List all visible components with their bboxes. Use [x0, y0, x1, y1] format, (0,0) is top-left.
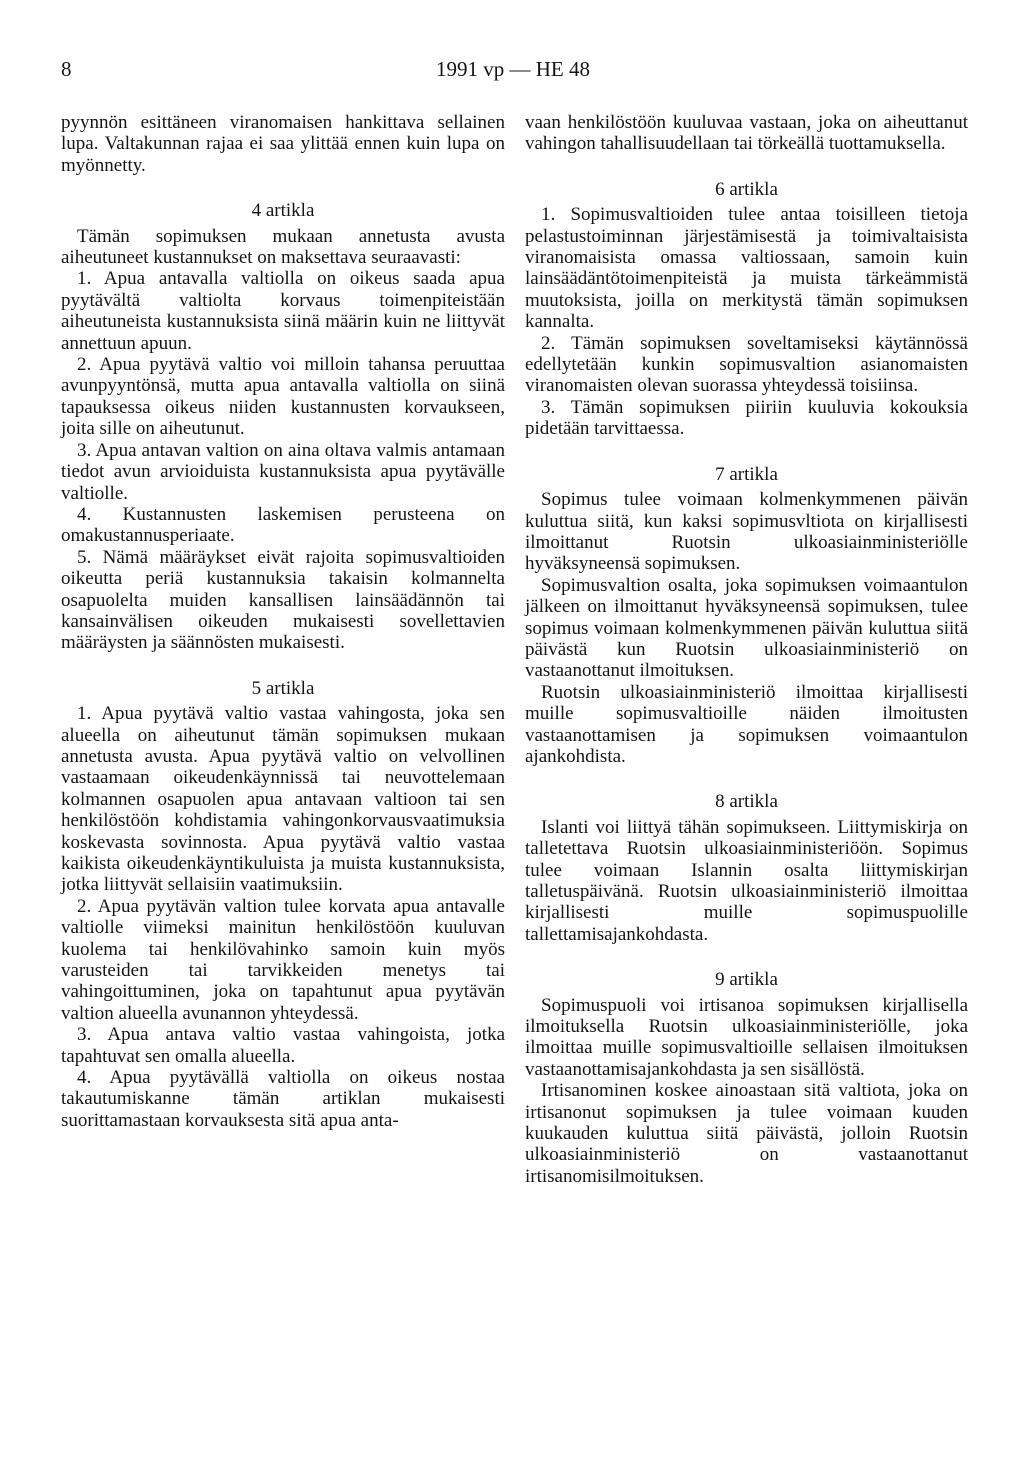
article-9-paragraph-2: Irtisanominen koskee ainoastaan sitä valtiota, joka on irtisanonut sopimuksen ja tulee voimaan kuuden kuukauden kuluttua siitä päivästä, jolloin Ruotsin ulkoasiainministeriö on vastaanottanut irtisanomisilmoituksen.: [525, 1080, 968, 1187]
article-4-section-4: 4. Kustannusten laskemisen perusteena on omakustannusperiaate.: [61, 503, 505, 547]
continued-paragraph: pyynnön esittäneen viranomaisen hankittava sellainen lupa. Valtakunnan rajaa ei saa ylittää ennen kuin lupa on myönnetty.: [61, 112, 505, 176]
article-7-paragraph-3: Ruotsin ulkoasiainministeriö ilmoittaa kirjallisesti muille sopimusvaltioille näiden ilmoitusten vastaanottamisen ja sopimuksen voimaantulon ajankohdista.: [525, 681, 968, 767]
article-4-section-5: 5. Nämä määräykset eivät rajoita sopimusvaltioiden oikeutta periä kustannuksia takaisin kolmannelta osapuolelta muiden kansallisen lainsäädännön tai kansainvälisen oikeuden mukaisesti sovellettavien määräysten ja säännösten mukaisesti.: [61, 546, 505, 654]
page-number: 8: [61, 57, 72, 81]
article-4-section-3: 3. Apua antavan valtion on aina oltava valmis antamaan tiedot avun arvioiduista kustannuksista apua pyytävälle valtiolle.: [61, 439, 505, 504]
article-5-section-3: 3. Apua antava valtio vastaa vahingoista, jotka tapahtuvat sen omalla alueella.: [61, 1024, 505, 1067]
page-header: [61, 57, 965, 91]
article-8-heading: 8 artikla: [715, 791, 778, 813]
document-reference: 1991 vp — HE 48: [436, 57, 590, 81]
left-column: [61, 112, 505, 1131]
article-4-lead: Tämän sopimuksen mukaan annetusta avusta aiheutuneet kustannukset on maksettava seuraavasti:: [61, 225, 505, 269]
article-4-section-2: 2. Apua pyytävä valtio voi milloin tahansa peruuttaa avunpyyntönsä, mutta apua antavalla valtiolla on siinä tapauksessa oikeus niiden kustannusten korvaukseen, joita sille on aiheutunut.: [61, 354, 505, 440]
article-4-heading: 4 artikla: [251, 200, 315, 222]
article-7-paragraph-2: Sopimusvaltion osalta, joka sopimuksen voimaantulon jälkeen on ilmoittanut hyväksyneensä sopimuksen, tulee sopimus voimaan kolmenkymmenen päivän kuluttua siitä päivästä kun Ruotsin ulkoasiainministeriö on vastaanottanut ilmoituksen.: [525, 574, 968, 682]
article-9-heading: 9 artikla: [715, 969, 778, 991]
article-7-heading: 7 artikla: [715, 463, 778, 485]
article-4-section-1: 1. Apua antavalla valtiolla on oikeus saada apua pyytävältä valtiolta korvaus toimenpiteistään aiheutuneista kustannuksista siinä määrin kuin ne liittyvät annettuun apuun.: [61, 268, 505, 354]
article-7-paragraph-1: Sopimus tulee voimaan kolmenkymmenen päivän kuluttua siitä, kun kaksi sopimusvltiota on kirjallisesti ilmoittanut Ruotsin ulkoasiainministeriölle hyväksyneensä sopimuksen.: [525, 489, 968, 575]
article-5-section-1: 1. Apua pyytävä valtio vastaa vahingosta, joka sen alueella on aiheutunut tämän sopimuksen mukaan annetusta avusta. Apua pyytävä valtio on velvollinen vastaamaan oikeudenkäynnissä tai neuvottelemaan kolmannen osapuolen apua antavaan valtioon tai sen henkilöstöön kohdistamia vahingonkorvausvaatimuksia koskevasta sovinnosta. Apua pyytävä valtio vastaa kaikista oikeudenkäyntikuluista ja muista kustannuksista, jotka liittyvät sellaisiin vaatimuksiin.: [61, 703, 505, 896]
article-5-heading: 5 artikla: [251, 677, 315, 699]
right-column: [525, 112, 968, 1187]
article-6-heading: 6 artikla: [715, 178, 778, 200]
article-8-paragraph-1: Islanti voi liittyä tähän sopimukseen. Liittymiskirja on talletettava Ruotsin ulkoasiainministeriöön. Sopimus tulee voimaan Islannin osalta liittymiskirjan talletuspäivänä. Ruotsin ulkoasiainministeriö ilmoittaa kirjallisesti muille sopimuspuolille tallettamisajankohdasta.: [525, 816, 968, 945]
article-6-section-2: 2. Tämän sopimuksen soveltamiseksi käytännössä edellytetään kunkin sopimusvaltion asianomaisten viranomaisten olevan suorassa yhteydessä toisiinsa.: [525, 332, 968, 397]
article-5-section-4: 4. Apua pyytävällä valtiolla on oikeus nostaa takautumiskanne tämän artiklan mukaisesti suorittamastaan korvauksesta sitä apua anta-: [61, 1067, 505, 1131]
article-5-section-2: 2. Apua pyytävän valtion tulee korvata apua antavalle valtiolle viimeksi mainitun henkilöstöön kuuluvan kuolema tai henkilövahinko samoin kuin myös varusteiden tai tarvikkeiden menetys tai vahingoittuminen, joka on tapahtunut apua pyytävän valtion alueella avunannon yhteydessä.: [61, 895, 505, 1024]
continued-paragraph-right: vaan henkilöstöön kuuluvaa vastaan, joka on aiheuttanut vahingon tahallisuudellaan tai törkeällä tuottamuksella.: [525, 112, 968, 155]
article-9-paragraph-1: Sopimuspuoli voi irtisanoa sopimuksen kirjallisella ilmoituksella Ruotsin ulkoasiainministeriölle, joka ilmoittaa muille sopimusvaltioille sellaisen ilmoituksen vastaanottamisajankohdasta ja sen sisällöstä.: [525, 994, 968, 1080]
article-6-section-1: 1. Sopimusvaltioiden tulee antaa toisilleen tietoja pelastustoiminnan järjestämisestä ja toimivaltaisista viranomaisista omassa valtiossaan, samoin kuin lainsäädäntötoimenpiteistä ja muista tärkeämmistä muutoksista, joilla on merkitystä tämän sopimuksen kannalta.: [525, 204, 968, 333]
article-6-section-3: 3. Tämän sopimuksen piiriin kuuluvia kokouksia pidetään tarvittaessa.: [525, 396, 968, 440]
